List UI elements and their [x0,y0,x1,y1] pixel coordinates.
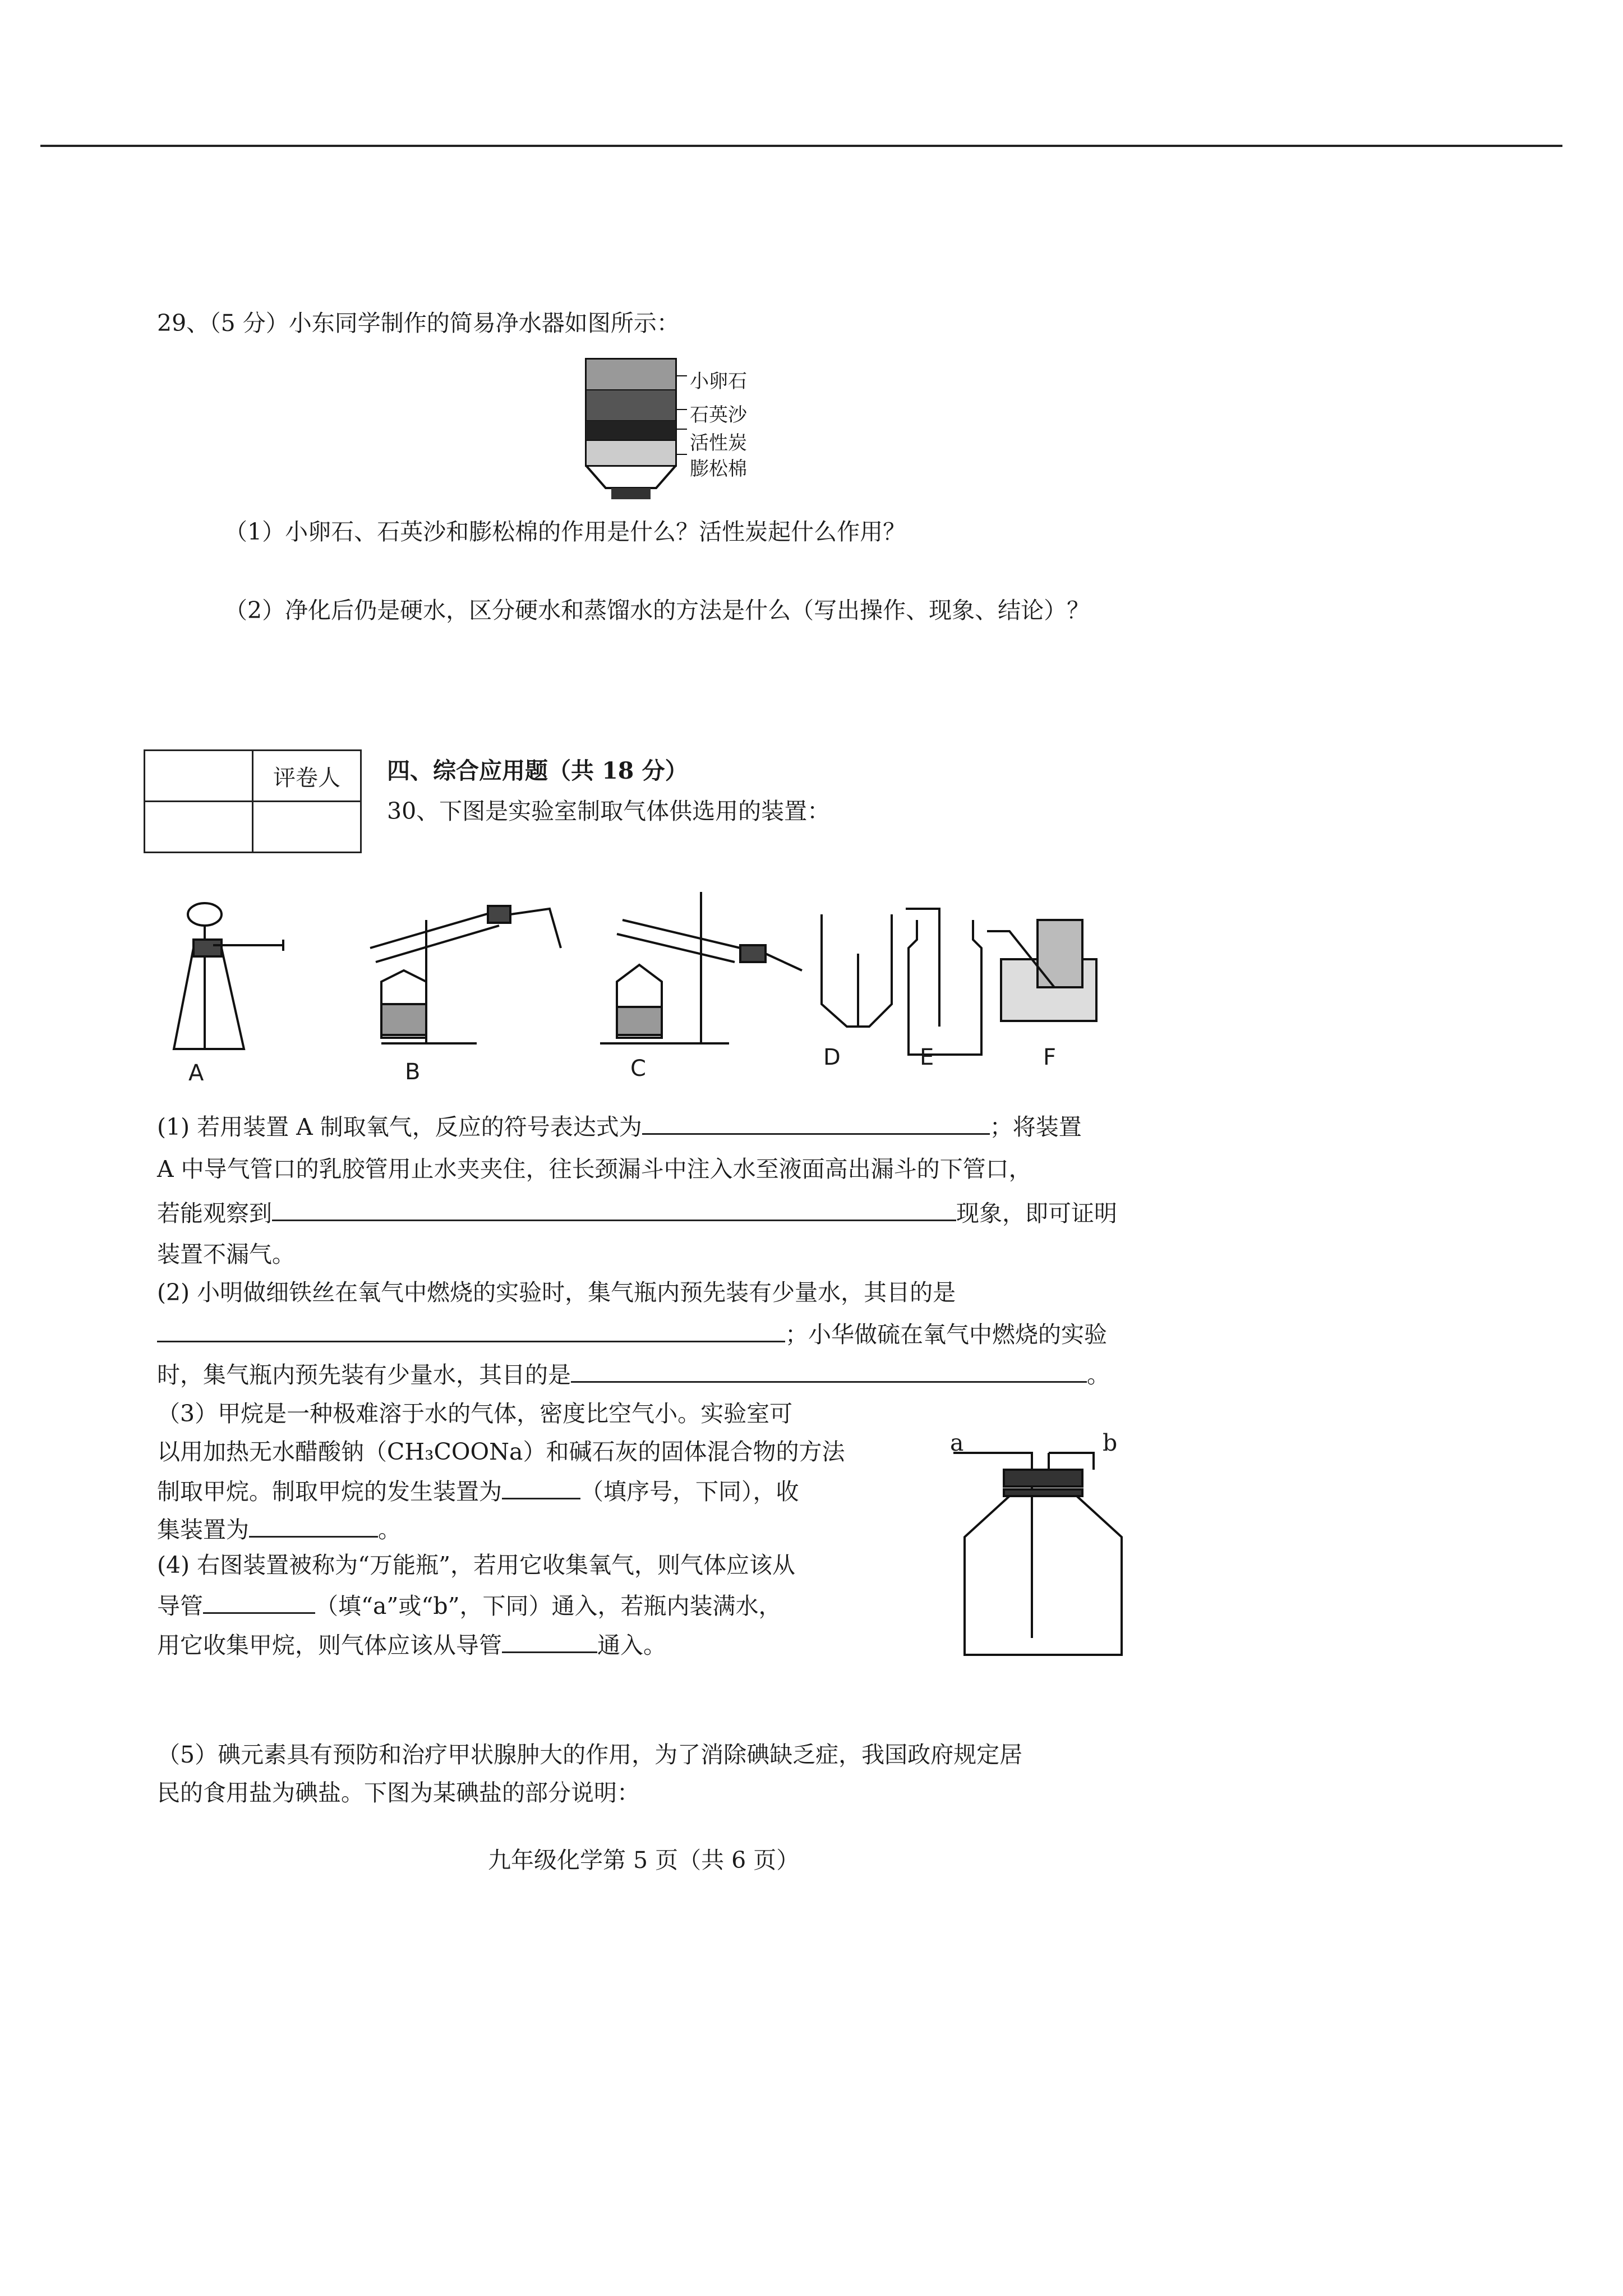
apparatus-label-b: B [405,1059,421,1085]
q30-part2-text-d: 。 [1087,1361,1110,1388]
q30-part2-line3 [157,1359,1110,1389]
section-4-heading: 四、综合应用题（共 18 分） [387,757,688,784]
q30-part2-text-c: 时，集气瓶内预先装有少量水，其目的是 [157,1361,571,1388]
q30-part1-line1 [157,1111,1082,1142]
filter-label-activated-carbon: 活性炭 [690,432,747,454]
answer-blank-sulfur-purpose[interactable] [571,1359,1087,1383]
answer-blank-methane-inlet[interactable] [502,1629,597,1653]
q30-part3-line2: 以用加热无水醋酸钠（CH₃COONa）和碱石灰的固体混合物的方法 [157,1438,845,1465]
q30-part1-line2: A 中导气管口的乳胶管用止水夹夹住，往长颈漏斗中注入水至液面高出漏斗的下管口， [157,1156,1032,1182]
apparatus-label-f: F [1043,1045,1057,1070]
apparatus-a [174,903,283,1049]
universal-bottle-drawing [942,1425,1155,1660]
q30-part1-text-c: 若能观察到 [157,1200,272,1227]
apparatus-drawing [157,886,1223,1077]
q30-part1-text-a: (1) 若用装置 A 制取氧气，反应的符号表达式为 [157,1114,642,1140]
grader-label: 评卷人 [253,751,361,802]
q29-title: 29、（5 分）小东同学制作的简易净水器如图所示： [157,310,680,337]
apparatus-f [987,920,1096,1021]
score-cell [145,751,253,802]
filter-label-pebbles: 小卵石 [690,370,747,393]
q29-subquestion-1: （1）小卵石、石英沙和膨松棉的作用是什么？活性炭起什么作用？ [224,518,906,545]
bottle-label-b: b [1103,1429,1118,1456]
q30-part3-line4 [157,1513,401,1544]
answer-blank-iron-purpose[interactable] [157,1318,785,1342]
score-cell-empty [145,802,253,853]
universal-bottle-figure [942,1425,1155,1660]
q30-part4-text-c: 用它收集甲烷，则气体应该从导管 [157,1632,502,1659]
q30-part3-text-d: 。 [378,1516,401,1543]
apparatus-b [370,906,561,1043]
apparatus-label-d: D [823,1045,841,1070]
q30-part2-line1: (2) 小明做细铁丝在氧气中燃烧的实验时，集气瓶内预先装有少量水，其目的是 [157,1279,956,1306]
apparatus-label-e: E [920,1045,934,1070]
q30-part3-text-a: 制取甲烷。制取甲烷的发生装置为 [157,1478,502,1505]
answer-blank-collector[interactable] [249,1513,378,1538]
q30-part5-line2: 民的食用盐为碘盐。下图为某碘盐的部分说明： [157,1779,640,1806]
q30-part4-text-b: （填“a”或“b”，下同）通入，若瓶内装满水， [315,1593,782,1619]
apparatus-d [822,914,892,1027]
answer-blank-oxygen-inlet[interactable] [203,1590,315,1614]
q30-part4-line1: (4) 右图装置被称为“万能瓶”，若用它收集氧气，则气体应该从 [157,1552,796,1579]
q30-part2-text-b: ；小华做硫在氧气中燃烧的实验 [785,1321,1107,1348]
filter-label-quartz-sand: 石英沙 [690,404,747,426]
q29-subquestion-2: （2）净化后仍是硬水，区分硬水和蒸馏水的方法是什么（写出操作、现象、结论）？ [224,597,1090,624]
grader-score-box [144,749,362,853]
q30-part3-line3 [157,1475,799,1506]
q30-part1-text-d: 现象，即可证明 [956,1200,1117,1227]
q30-part2-line2 [157,1318,1107,1349]
apparatus-e [906,909,981,1055]
page-footer: 九年级化学第 5 页（共 6 页） [488,1847,800,1874]
apparatus-c [600,892,802,1043]
filter-label-cotton: 膨松棉 [690,458,747,480]
q30-part3-text-b: （填序号，下同），收 [580,1478,799,1505]
q30-intro: 30、下图是实验室制取气体供选用的装置： [387,798,831,825]
q30-part1-line3 [157,1197,1117,1228]
answer-blank-generator[interactable] [502,1475,580,1499]
header-rule [40,145,1562,147]
q30-part1-text-b: ；将装置 [989,1114,1082,1140]
grader-cell-empty [253,802,361,853]
q30-part5-line1: （5）碘元素具有预防和治疗甲状腺肿大的作用，为了消除碘缺乏症，我国政府规定居 [157,1741,1023,1768]
q30-part3-line1: （3）甲烷是一种极难溶于水的气体，密度比空气小。实验室可 [157,1400,793,1427]
answer-blank-phenomenon[interactable] [272,1197,956,1221]
q30-part3-text-c: 集装置为 [157,1516,249,1543]
apparatus-diagram [157,886,1223,1077]
q30-part4-text-d: 通入。 [597,1632,666,1659]
q30-part4-text-a: 导管 [157,1593,203,1619]
q30-part4-line2 [157,1590,782,1621]
apparatus-label-c: C [630,1056,646,1082]
bottle-label-a: a [950,1429,964,1456]
q30-part4-line3 [157,1629,666,1660]
q30-part1-line4: 装置不漏气。 [157,1241,295,1268]
answer-blank-equation[interactable] [642,1111,990,1135]
apparatus-label-a: A [188,1060,204,1086]
